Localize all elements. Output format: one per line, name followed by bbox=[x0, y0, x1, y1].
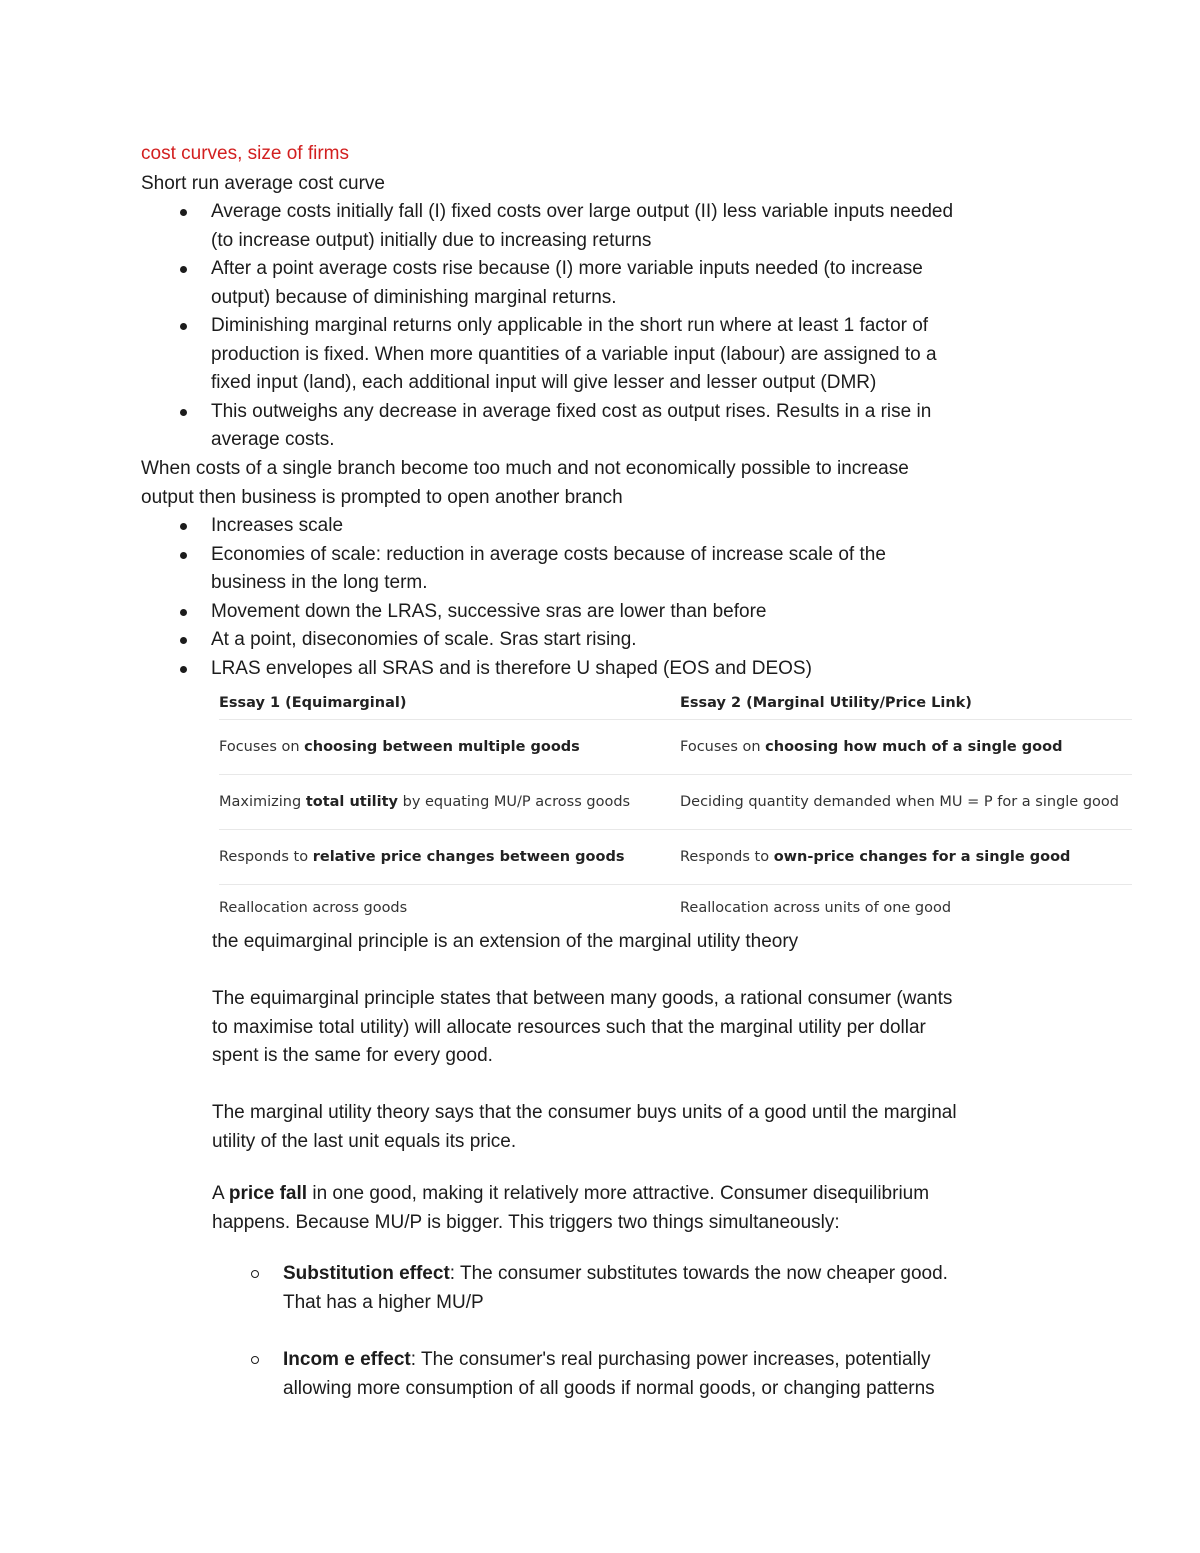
paragraph-marginal-utility-theory: The marginal utility theory says that the consumer buys units of a good until the marginal utility of the last unit equals its price. bbox=[212, 1102, 957, 1152]
table-cell: Maximizing total utility by equating MU/P across goods bbox=[219, 794, 631, 810]
table-header-row bbox=[219, 686, 1132, 720]
circle-bullet-icon bbox=[251, 1270, 259, 1278]
table-cell: Focuses on choosing how much of a single good bbox=[680, 739, 1063, 755]
list-item: This outweighs any decrease in average fixed cost as output rises. Results in a rise in average costs. bbox=[141, 398, 953, 455]
section-heading: cost curves, size of firms bbox=[141, 143, 349, 164]
bullet-icon bbox=[180, 266, 187, 273]
table-row bbox=[219, 885, 1132, 931]
table-header-cell: Essay 2 (Marginal Utility/Price Link) bbox=[680, 694, 972, 711]
effects-list bbox=[212, 1260, 948, 1317]
paragraph-equimarginal-extension: the equimarginal principle is an extension of the marginal utility theory bbox=[212, 931, 799, 952]
table-row bbox=[219, 830, 1132, 885]
bullet-icon bbox=[180, 323, 187, 330]
list-item: Substitution effect: The consumer substitutes towards the now cheaper good. That has a higher MU/P bbox=[212, 1260, 948, 1317]
list-item: Incom e effect: The consumer's real purchasing power increases, potentially allowing more consumption of all goods if normal goods, or changing patterns bbox=[212, 1346, 935, 1403]
list-item: Increases scale bbox=[141, 512, 886, 541]
table-cell: Focuses on choosing between multiple goods bbox=[219, 739, 580, 755]
bullet-icon bbox=[180, 523, 187, 530]
bullet-icon bbox=[180, 637, 187, 644]
list-item: At a point, diseconomies of scale. Sras start rising. bbox=[141, 626, 886, 655]
list-item: Diminishing marginal returns only applicable in the short run where at least 1 factor of production is fixed. When more quantities of a variable input (labour) are assigned to a fixed input (land), each additional input will give lesser and lesser output (DMR) bbox=[141, 312, 953, 398]
list-item: After a point average costs rise because (I) more variable inputs needed (to increase output) because of diminishing marginal returns. bbox=[141, 255, 953, 312]
list-item: LRAS envelopes all SRAS and is therefore U shaped (EOS and DEOS) bbox=[141, 655, 886, 684]
effects-list bbox=[212, 1346, 935, 1403]
list-item: Average costs initially fall (I) fixed costs over large output (II) less variable inputs needed (to increase output) initially due to increasing returns bbox=[141, 198, 953, 255]
paragraph-equimarginal-principle: The equimarginal principle states that between many goods, a rational consumer (wants to maximise total utility) will allocate resources such that the marginal utility per dollar spent is the same for every good. bbox=[212, 988, 953, 1066]
bullet-icon bbox=[180, 609, 187, 616]
table-cell: Reallocation across goods bbox=[219, 900, 408, 916]
scale-bullet-list bbox=[141, 512, 886, 683]
table-cell: Responds to own-price changes for a single good bbox=[680, 849, 1071, 865]
table-cell: Responds to relative price changes between goods bbox=[219, 849, 625, 865]
bullet-icon bbox=[180, 409, 187, 416]
table-row bbox=[219, 720, 1132, 775]
bullet-icon bbox=[180, 552, 187, 559]
list-item: Movement down the LRAS, successive sras are lower than before bbox=[141, 598, 886, 627]
short-run-bullet-list bbox=[141, 198, 953, 455]
circle-bullet-icon bbox=[251, 1356, 259, 1364]
bullet-icon bbox=[180, 666, 187, 673]
bullet-icon bbox=[180, 209, 187, 216]
table-cell: Reallocation across units of one good bbox=[680, 900, 952, 916]
branch-paragraph: When costs of a single branch become too much and not economically possible to increase output then business is prompted to open another branch bbox=[141, 458, 909, 508]
table-header-cell: Essay 1 (Equimarginal) bbox=[219, 694, 407, 711]
table-row bbox=[219, 775, 1132, 830]
table-cell: Deciding quantity demanded when MU = P for a single good bbox=[680, 794, 1119, 810]
comparison-table bbox=[219, 686, 1132, 931]
subheading: Short run average cost curve bbox=[141, 173, 385, 194]
list-item: Economies of scale: reduction in average costs because of increase scale of the business in the long term. bbox=[141, 541, 886, 598]
paragraph-price-fall: A price fall in one good, making it relatively more attractive. Consumer disequilibrium happens. Because MU/P is bigger. This triggers two things simultaneously: bbox=[212, 1183, 930, 1233]
